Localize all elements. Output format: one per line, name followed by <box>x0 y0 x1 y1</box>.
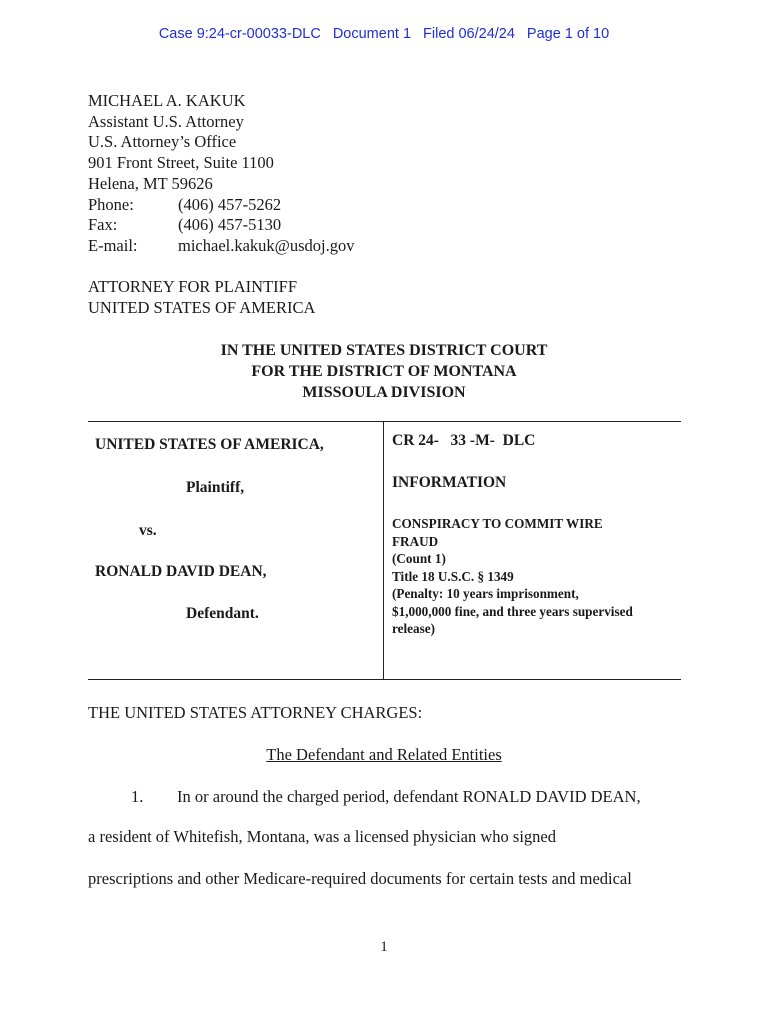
attorney-city: Helena, MT 59626 <box>88 173 213 193</box>
case-number-stamp: Case 9:24-cr-00033-DLC <box>158 26 321 42</box>
plaintiff-name: UNITED STATES OF AMERICA, <box>95 436 324 453</box>
statute-line: Title 18 U.S.C. § 1349 <box>392 568 514 584</box>
charges-intro: THE UNITED STATES ATTORNEY CHARGES: <box>88 703 423 722</box>
fax-label: Fax: <box>88 215 118 235</box>
caption-divider <box>383 421 384 679</box>
document-type: INFORMATION <box>392 474 507 491</box>
defendant-name: RONALD DAVID DEAN, <box>95 563 267 580</box>
paragraph-1-line-2: a resident of Whitefish, Montana, was a licensed physician who signed <box>88 827 556 846</box>
page-count-stamp: Page 1 of 10 <box>526 26 610 42</box>
defendant-role: Defendant. <box>186 605 259 622</box>
document-number-stamp: Document 1 <box>332 26 412 42</box>
counsel-line-2: UNITED STATES OF AMERICA <box>88 297 316 317</box>
caption-bottom-rule <box>88 679 681 680</box>
counsel-designation <box>88 277 315 318</box>
attorney-contact-block <box>88 91 355 257</box>
section-heading: The Defendant and Related Entities <box>266 745 502 764</box>
count-line: (Count 1) <box>392 551 446 566</box>
attorney-name: MICHAEL A. KAKUK <box>88 91 246 110</box>
court-title-line-3: MISSOULA DIVISION <box>302 384 466 401</box>
caption-top-rule <box>88 421 681 422</box>
attorney-office: U.S. Attorney’s Office <box>88 132 237 152</box>
fax-value: (406) 457-5130 <box>178 215 282 235</box>
attorney-title: Assistant U.S. Attorney <box>88 111 244 131</box>
penalty-line-1: (Penalty: 10 years imprisonment, <box>392 586 579 601</box>
penalty-line-2: $1,000,000 fine, and three years supervised <box>392 603 633 619</box>
charge-line-1: CONSPIRACY TO COMMIT WIRE <box>392 516 603 531</box>
plaintiff-role: Plaintiff, <box>186 479 245 496</box>
page-number: 1 <box>380 939 388 955</box>
paragraph-number: 1. <box>131 787 144 806</box>
counsel-line-1: ATTORNEY FOR PLAINTIFF <box>88 277 298 296</box>
attorney-phone-row <box>88 195 355 216</box>
phone-value: (406) 457-5262 <box>178 194 282 214</box>
criminal-case-number: CR 24- 33 -M- DLC <box>392 432 536 449</box>
penalty-line-3: release) <box>392 621 435 636</box>
attorney-email-row <box>88 236 355 257</box>
email-value: michael.kakuk@usdoj.gov <box>178 235 355 255</box>
attorney-fax-row <box>88 215 355 236</box>
phone-label: Phone: <box>88 194 134 214</box>
email-label: E-mail: <box>88 235 138 255</box>
paragraph-1-line-1: In or around the charged period, defendant RONALD DAVID DEAN, <box>177 787 641 806</box>
versus-label: vs. <box>139 522 157 539</box>
paragraph-1-line-3: prescriptions and other Medicare-required documents for certain tests and medical <box>88 869 632 888</box>
filed-date-stamp: Filed 06/24/24 <box>423 26 515 42</box>
court-title <box>0 340 768 403</box>
attorney-street: 901 Front Street, Suite 1100 <box>88 153 274 173</box>
ecf-filing-header <box>0 26 768 42</box>
court-title-line-2: FOR THE DISTRICT OF MONTANA <box>251 363 517 380</box>
charge-line-2: FRAUD <box>392 533 439 549</box>
court-title-line-1: IN THE UNITED STATES DISTRICT COURT <box>220 342 548 359</box>
charge-summary <box>392 515 678 638</box>
